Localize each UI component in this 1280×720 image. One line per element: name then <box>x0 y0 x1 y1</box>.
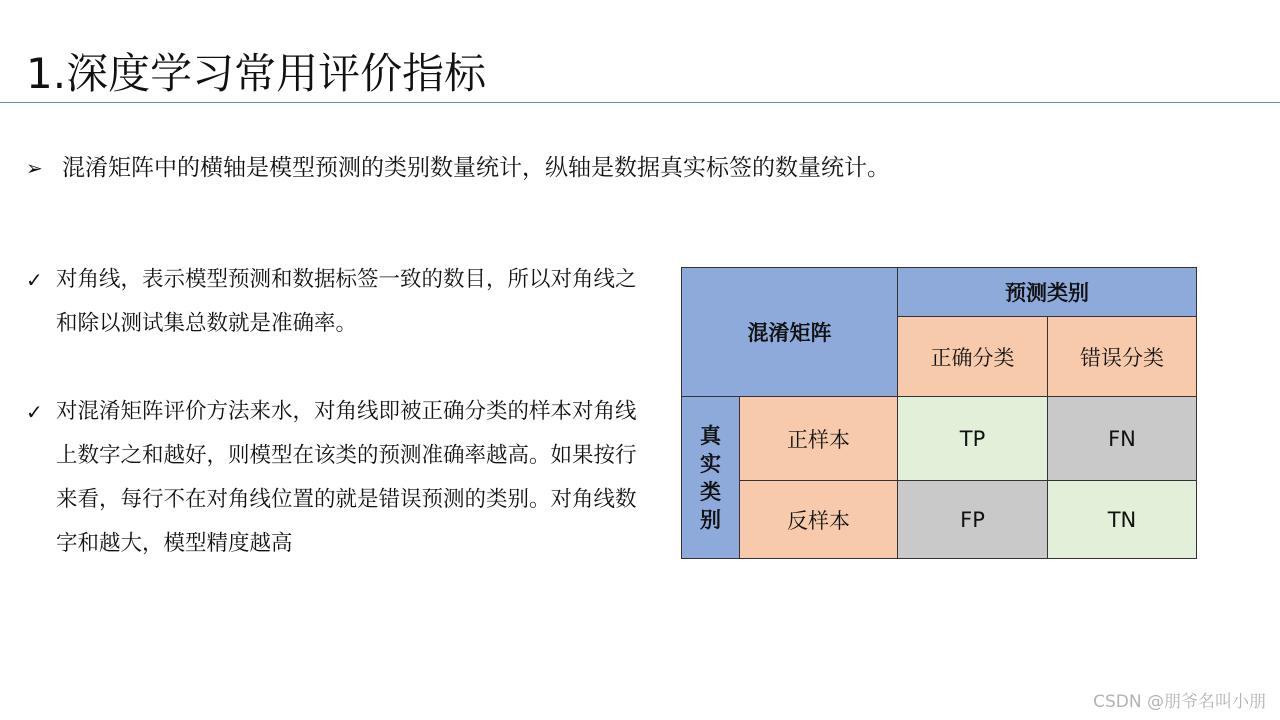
check-item <box>26 258 638 346</box>
confusion-matrix-table <box>681 267 1197 559</box>
predicted-col-correct: 正确分类 <box>898 317 1048 397</box>
watermark: CSDN @朋爷名叫小朋 <box>1093 692 1266 712</box>
check-item <box>26 390 638 566</box>
predicted-class-header: 预测类别 <box>898 268 1197 317</box>
check-item-text: 对混淆矩阵评价方法来水，对角线即被正确分类的样本对角线上数字之和越好，则模型在该类的预测准确率越高。如果按行来看，每行不在对角线位置的就是错误预测的类别。对角线数字和越大，模型精度越高 <box>56 399 637 556</box>
cell-fn: FN <box>1048 397 1197 481</box>
title-divider <box>0 102 1280 103</box>
cell-tn: TN <box>1048 481 1197 559</box>
check-list <box>26 258 638 566</box>
actual-row-negative: 反样本 <box>740 481 898 559</box>
cell-fp: FP <box>898 481 1048 559</box>
predicted-col-error: 错误分类 <box>1048 317 1197 397</box>
slide-title: 1.深度学习常用评价指标 <box>26 49 487 98</box>
actual-row-positive: 正样本 <box>740 397 898 481</box>
main-bullet <box>26 152 1256 184</box>
matrix-corner-label: 混淆矩阵 <box>682 268 898 397</box>
checkmark-icon: ✓ <box>26 268 43 292</box>
actual-class-header: 真 实 类 别 <box>682 397 740 559</box>
checkmark-icon: ✓ <box>26 400 43 424</box>
arrow-bullet-icon: ➢ <box>26 156 43 180</box>
check-item-text: 对角线，表示模型预测和数据标签一致的数目，所以对角线之和除以测试集总数就是准确率。 <box>56 267 637 336</box>
cell-tp: TP <box>898 397 1048 481</box>
main-bullet-text: 混淆矩阵中的横轴是模型预测的类别数量统计，纵轴是数据真实标签的数量统计。 <box>62 155 890 181</box>
